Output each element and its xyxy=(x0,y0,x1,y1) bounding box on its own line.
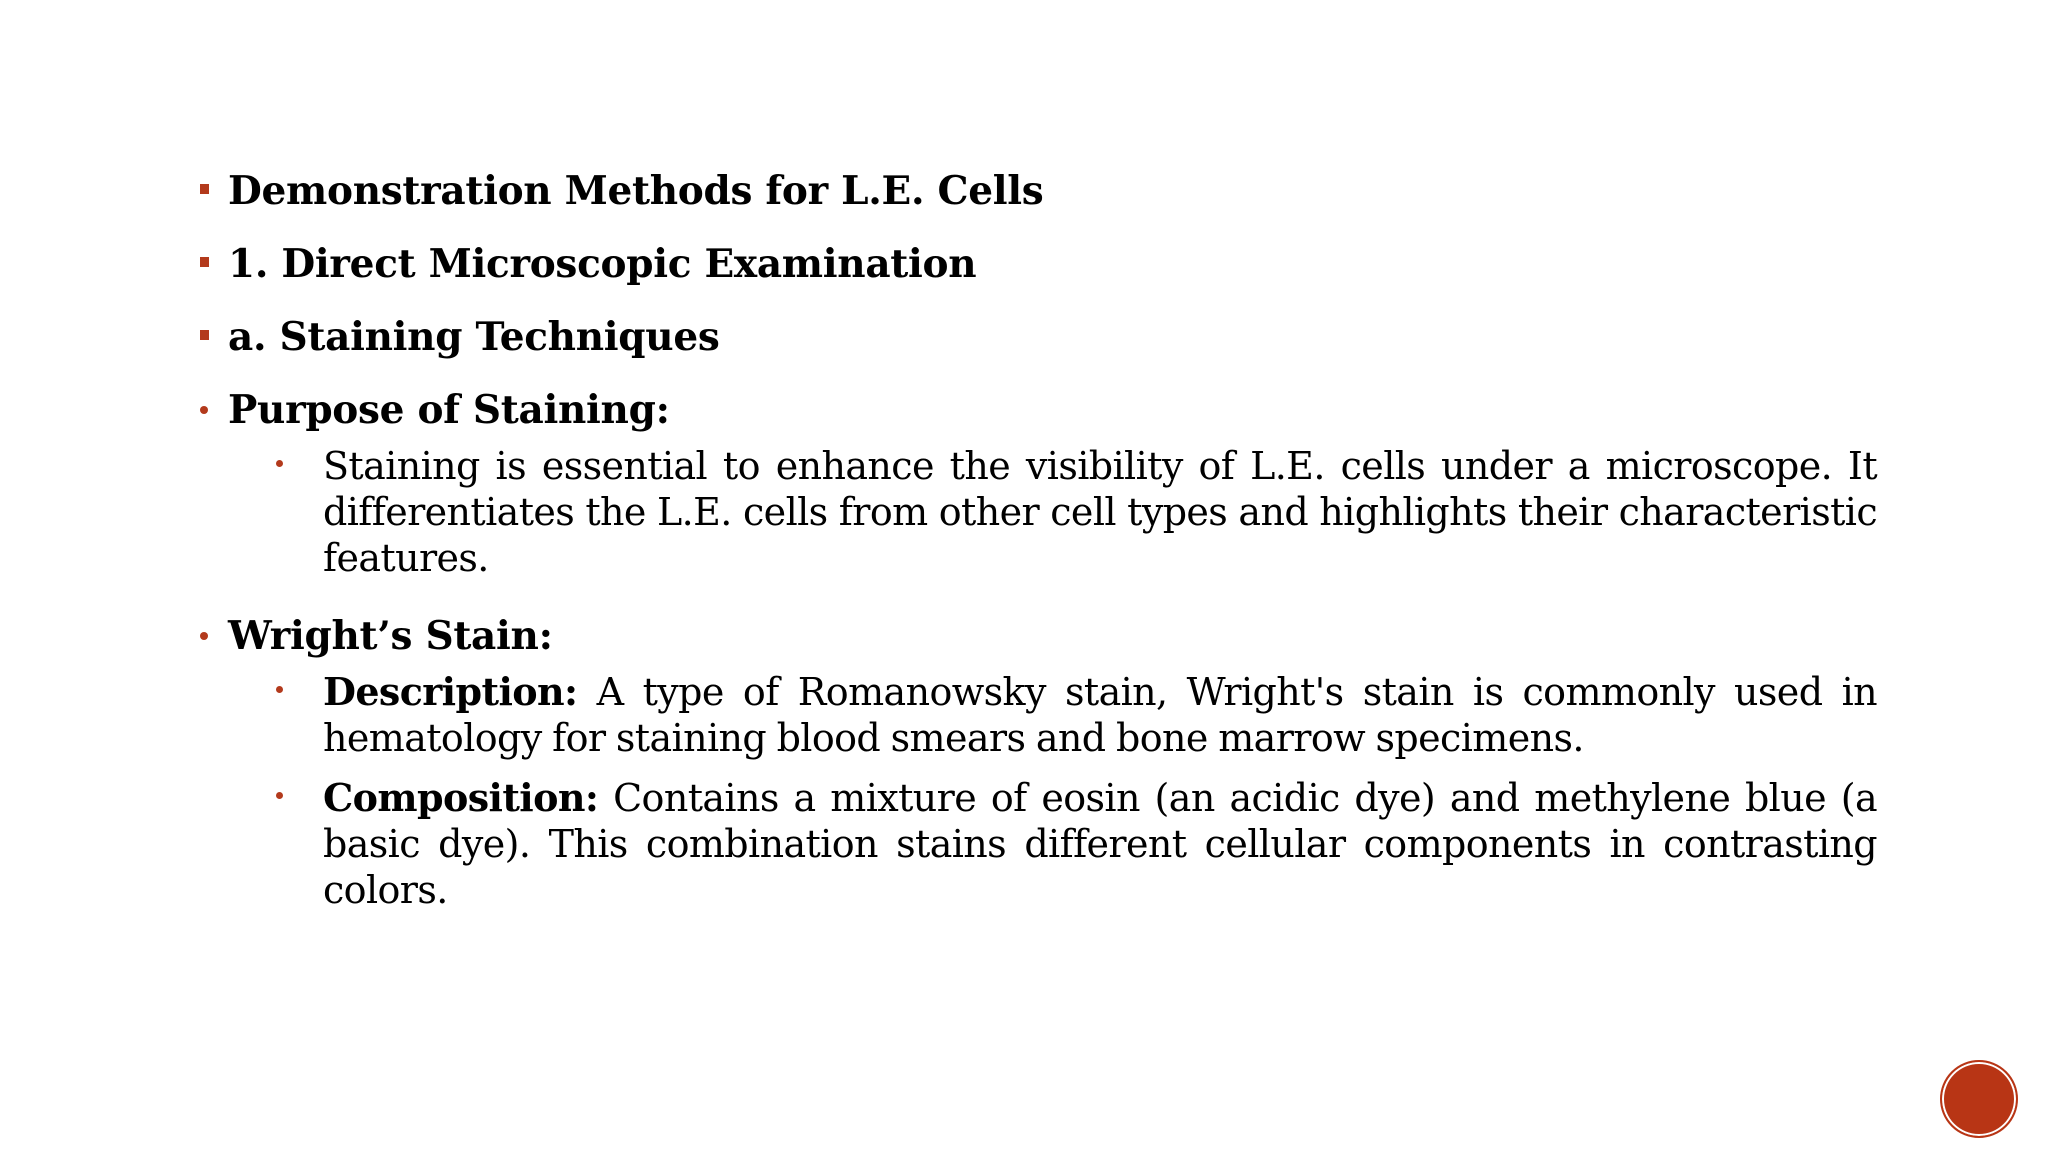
circle-nav-icon[interactable] xyxy=(1940,1060,2018,1138)
description-text: A type of Romanowsky stain, Wright's stain is commonly used in hematology for staining blood smears and bone marrow specimens. xyxy=(323,670,1877,760)
dot-bullet-icon xyxy=(276,460,283,467)
bullet-heading-wrights-stain: Wright’s Stain: xyxy=(228,613,553,659)
paragraph-description xyxy=(323,669,1877,761)
dot-bullet-icon xyxy=(276,792,283,799)
description-label: Description: xyxy=(323,669,578,714)
paragraph-purpose: Staining is essential to enhance the visibility of L.E. cells under a microscope. It differentiates the L.E. cells from other cell types and highlights their characteristic features. xyxy=(323,444,1877,580)
bullet-heading-staining-techniques: a. Staining Techniques xyxy=(228,314,720,360)
square-bullet-icon xyxy=(200,330,209,340)
composition-text: Contains a mixture of eosin (an acidic dye) and methylene blue (a basic dye). This combination stains different cellular components in contrasting colors. xyxy=(323,776,1877,912)
dot-bullet-icon xyxy=(276,686,283,693)
dot-bullet-icon xyxy=(200,632,208,640)
bullet-heading-direct-exam: 1. Direct Microscopic Examination xyxy=(228,241,977,287)
square-bullet-icon xyxy=(200,257,209,267)
square-bullet-icon xyxy=(200,184,209,194)
dot-bullet-icon xyxy=(200,406,208,414)
bullet-heading-purpose: Purpose of Staining: xyxy=(228,387,670,433)
bullet-heading-demonstration: Demonstration Methods for L.E. Cells xyxy=(228,168,1044,214)
paragraph-composition xyxy=(323,775,1877,913)
composition-label: Composition: xyxy=(323,775,599,820)
